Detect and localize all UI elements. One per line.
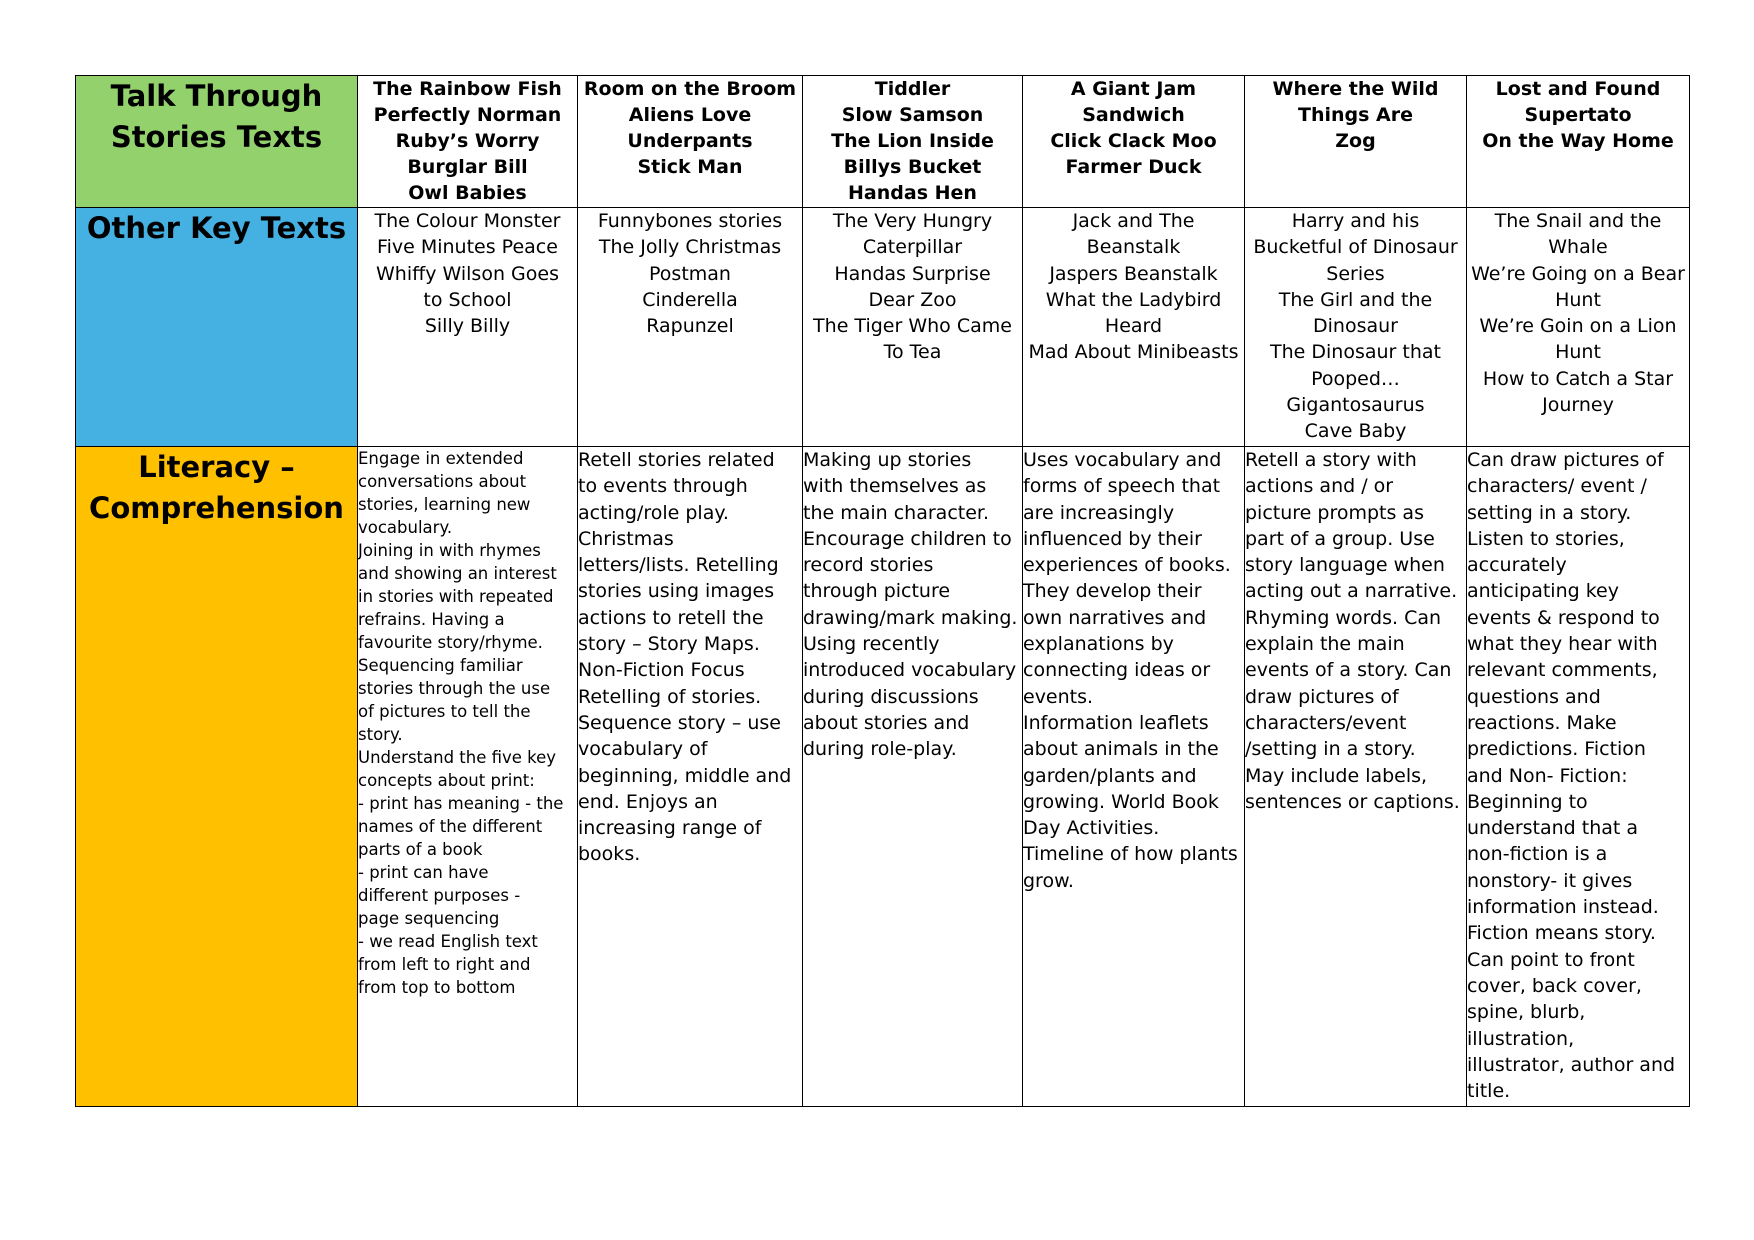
literacy-text-line: connecting ideas or [1023, 659, 1211, 682]
key-texts-cell [578, 208, 803, 447]
literacy-cell [1245, 447, 1467, 1107]
literacy-text-line: Joining in with rhymes [358, 541, 541, 560]
talk-text-line: Things Are [1297, 104, 1413, 126]
literacy-text-line: They develop their [1023, 580, 1202, 603]
literacy-text-line: non-fiction is a [1467, 843, 1608, 866]
literacy-text-line: reactions. Make [1467, 711, 1617, 734]
literacy-text-line: different purposes - [358, 886, 521, 905]
literacy-text-line: Can point to front [1467, 948, 1635, 971]
other-text-line: Whale [1548, 236, 1608, 259]
literacy-text-line: actions to retell the [578, 606, 764, 629]
literacy-text-line: events. [1023, 685, 1094, 708]
literacy-text-line: what they hear with [1467, 633, 1658, 656]
talk-text-line: Aliens Love [628, 104, 752, 126]
literacy-text-line: from top to bottom [358, 978, 516, 997]
literacy-text-line: to events through [578, 475, 748, 498]
literacy-text-line: about animals in the [1023, 738, 1219, 761]
literacy-text-line: part of a group. Use [1245, 527, 1435, 550]
talk-text-line: The Lion Inside [831, 130, 994, 152]
literacy-text-line: about stories and [803, 711, 970, 734]
literacy-text-line: May include labels, [1245, 764, 1428, 787]
literacy-text-line: influenced by their [1023, 527, 1202, 550]
literacy-text-line: illustrator, author and [1467, 1053, 1676, 1076]
talk-text-line: Supertato [1524, 104, 1632, 126]
literacy-text-line: Retell stories related [578, 449, 775, 471]
key-texts-cell [803, 208, 1023, 447]
literacy-text-line: Engage in extended [358, 449, 524, 468]
literacy-text-line: beginning, middle and [578, 764, 792, 787]
literacy-text-line: predictions. Fiction [1467, 738, 1646, 761]
talk-text-line: Tiddler [874, 78, 951, 100]
literacy-text-line: grow. [1023, 869, 1074, 892]
literacy-text-line: illustration, [1467, 1027, 1575, 1050]
literacy-text-line: during discussions [803, 685, 979, 708]
literacy-text-line: and showing an interest [358, 564, 557, 583]
literacy-text-line: refrains. Having a [358, 610, 505, 629]
literacy-text-line: record stories [803, 554, 934, 577]
literacy-text-line: picture prompts as [1245, 501, 1424, 524]
talk-through-stories-header [76, 76, 358, 208]
literacy-text-line: questions and [1467, 685, 1601, 708]
literacy-text-line: Timeline of how plants [1023, 843, 1238, 866]
literacy-text-line: Making up stories [803, 449, 972, 471]
other-text-line: We’re Goin on a Lion [1479, 315, 1677, 338]
other-header-line-1: Other Key Texts [86, 211, 347, 245]
other-text-line: Caterpillar [862, 236, 963, 259]
other-text-line: The Jolly Christmas [598, 236, 782, 259]
key-texts-cell [1245, 208, 1467, 447]
talk-text-line: Where the Wild [1272, 78, 1439, 100]
literacy-text-line: story language when [1245, 554, 1445, 577]
talk-cell [358, 76, 578, 208]
literacy-comprehension-row [76, 447, 1690, 1107]
literacy-text-line: anticipating key [1467, 580, 1619, 603]
literacy-text-line: introduced vocabulary [803, 659, 1017, 682]
other-text-line: Mad About Minibeasts [1028, 341, 1239, 364]
talk-text-line: Lost and Found [1495, 78, 1661, 100]
literacy-text-line: Listen to stories, [1467, 527, 1625, 550]
talk-through-stories-row [76, 76, 1690, 208]
other-text-line: Postman [649, 262, 731, 285]
other-text-line: Journey [1542, 394, 1614, 417]
literacy-text-line: explain the main [1245, 633, 1405, 656]
talk-cell [1467, 76, 1690, 208]
other-text-line: What the Ladybird [1045, 288, 1222, 311]
other-text-line: The Colour Monster [374, 210, 561, 232]
literacy-text-line: characters/event [1245, 711, 1407, 734]
talk-text-line: Underpants [627, 130, 753, 152]
literacy-text-line: understand that a [1467, 817, 1639, 840]
talk-text-line: Handas Hen [848, 182, 977, 204]
literacy-text-line: page sequencing [358, 909, 500, 928]
literacy-text-line: sentences or captions. [1245, 790, 1460, 813]
other-text-line: Cinderella [642, 288, 738, 311]
literacy-header-line-1: Literacy – [138, 450, 295, 484]
other-text-line: We’re Going on a Bear [1471, 262, 1685, 285]
literacy-text-line: in stories with repeated [358, 587, 554, 606]
other-text-line: Pooped… [1311, 367, 1400, 390]
other-text-line: Dinosaur [1313, 315, 1398, 338]
talk-text-line: Zog [1335, 130, 1376, 152]
literacy-text-line: vocabulary of [578, 738, 708, 761]
literacy-text-line: parts of a book [358, 840, 483, 859]
literacy-cell [358, 447, 578, 1107]
literacy-text-line: the main character. [803, 501, 990, 524]
talk-text-line: Burglar Bill [407, 156, 528, 178]
other-text-line: How to Catch a Star [1482, 367, 1674, 390]
key-texts-cell [1467, 208, 1690, 447]
literacy-text-line: title. [1467, 1080, 1511, 1103]
literacy-text-line: forms of speech that [1023, 475, 1221, 498]
other-text-line: Gigantosaurus [1286, 394, 1425, 417]
literacy-text-line: cover, back cover, [1467, 974, 1642, 997]
talk-text-line: Stick Man [637, 156, 743, 178]
other-text-line: to School [423, 288, 512, 311]
talk-text-line: Room on the Broom [583, 78, 797, 100]
other-text-line: Beanstalk [1086, 236, 1181, 259]
literacy-text-line: acting out a narrative. [1245, 580, 1458, 603]
talk-cell [1245, 76, 1467, 208]
other-text-line: The Very Hungry [832, 210, 993, 232]
key-texts-cell [358, 208, 578, 447]
other-text-line: To Tea [883, 341, 942, 364]
literacy-text-line: setting in a story. [1467, 501, 1632, 524]
other-text-line: Handas Surprise [834, 262, 991, 285]
literacy-cell [1467, 447, 1690, 1107]
talk-text-line: Billys Bucket [843, 156, 982, 178]
talk-text-line: Ruby’s Worry [395, 130, 540, 152]
literacy-text-line: /setting in a story. [1245, 738, 1416, 761]
other-text-line: Heard [1104, 315, 1163, 338]
literacy-text-line: from left to right and [358, 955, 531, 974]
literacy-text-line: with themselves as [803, 475, 987, 498]
other-text-line: Hunt [1555, 288, 1601, 311]
literacy-text-line: Uses vocabulary and [1023, 449, 1222, 471]
literacy-text-line: story – Story Maps. [578, 633, 760, 656]
literacy-text-line: during role-play. [803, 738, 957, 761]
literacy-text-line: end. Enjoys an [578, 790, 718, 813]
literacy-text-line: Sequencing familiar [358, 656, 523, 675]
other-text-line: Whiffy Wilson Goes [376, 262, 559, 285]
literacy-text-line: relevant comments, [1467, 659, 1658, 682]
literacy-text-line: Can draw pictures of [1467, 449, 1664, 471]
literacy-text-line: Rhyming words. Can [1245, 606, 1442, 629]
other-key-texts-header [76, 208, 358, 447]
literacy-text-line: concepts about print: [358, 771, 535, 790]
talk-text-line: Sandwich [1082, 104, 1185, 126]
curriculum-table [75, 75, 1690, 1107]
literacy-text-line: accurately [1467, 554, 1567, 577]
literacy-text-line: stories, learning new [358, 495, 531, 514]
literacy-text-line: information instead. [1467, 896, 1659, 919]
literacy-text-line: nonstory- it gives [1467, 869, 1633, 892]
other-text-line: Five Minutes Peace [377, 236, 558, 259]
literacy-text-line: experiences of books. [1023, 554, 1231, 577]
literacy-text-line: are increasingly [1023, 501, 1175, 524]
other-text-line: The Dinosaur that [1270, 341, 1441, 364]
literacy-text-line: - print can have [358, 863, 489, 882]
talk-text-line: A Giant Jam [1070, 78, 1197, 100]
literacy-text-line: books. [578, 843, 641, 866]
other-text-line: The Tiger Who Came [813, 315, 1012, 338]
literacy-text-line: conversations about [358, 472, 527, 491]
other-text-line: Funnybones stories [597, 210, 783, 232]
talk-text-line: Perfectly Norman [373, 104, 562, 126]
literacy-text-line: - print has meaning - the [358, 794, 564, 813]
talk-header-line-2: Stories Texts [110, 120, 323, 154]
literacy-text-line: draw pictures of [1245, 685, 1399, 708]
literacy-cell [578, 447, 803, 1107]
other-text-line: Jack and The [1072, 210, 1195, 232]
literacy-text-line: vocabulary. [358, 518, 453, 537]
talk-text-line: Slow Samson [841, 104, 984, 126]
literacy-header-line-2: Comprehension [89, 491, 344, 525]
literacy-text-line: drawing/mark making. [803, 606, 1018, 629]
talk-text-line: Click Clack Moo [1050, 130, 1217, 152]
other-text-line: The Snail and the [1494, 210, 1662, 232]
literacy-text-line: Retelling of stories. [578, 685, 762, 708]
literacy-text-line: spine, blurb, [1467, 1001, 1586, 1024]
literacy-text-line: garden/plants and [1023, 764, 1197, 787]
talk-cell [578, 76, 803, 208]
literacy-text-line: story. [358, 725, 403, 744]
other-text-line: Harry and his [1291, 210, 1420, 232]
literacy-text-line: names of the different [358, 817, 543, 836]
literacy-text-line: Retell a story with [1245, 449, 1417, 471]
talk-cell [1023, 76, 1245, 208]
literacy-text-line: Christmas [578, 527, 674, 550]
literacy-text-line: Sequence story – use [578, 711, 781, 734]
literacy-text-line: acting/role play. [578, 501, 729, 524]
talk-cell [803, 76, 1023, 208]
literacy-text-line: explanations by [1023, 633, 1174, 656]
literacy-comprehension-header [76, 447, 358, 1107]
other-text-line: Jaspers Beanstalk [1049, 262, 1218, 285]
other-key-texts-row [76, 208, 1690, 447]
talk-text-line: On the Way Home [1482, 130, 1674, 152]
literacy-text-line: stories using images [578, 580, 775, 603]
literacy-text-line: Encourage children to [803, 527, 1012, 550]
other-text-line: Bucketful of Dinosaur [1253, 236, 1458, 259]
literacy-text-line: Beginning to [1467, 790, 1588, 813]
other-text-line: Hunt [1555, 341, 1601, 364]
literacy-text-line: letters/lists. Retelling [578, 554, 779, 577]
literacy-text-line: Understand the five key [358, 748, 557, 767]
literacy-text-line: and Non- Fiction: [1467, 764, 1628, 787]
other-text-line: Series [1326, 262, 1385, 285]
other-text-line: Rapunzel [646, 315, 734, 338]
talk-text-line: The Rainbow Fish [373, 78, 562, 100]
literacy-text-line: increasing range of [578, 817, 762, 840]
literacy-text-line: - we read English text [358, 932, 538, 951]
talk-text-line: Owl Babies [408, 182, 527, 204]
literacy-text-line: through picture [803, 580, 951, 603]
literacy-text-line: growing. World Book [1023, 790, 1219, 813]
literacy-text-line: stories through the use [358, 679, 551, 698]
other-text-line: Silly Billy [424, 315, 511, 338]
literacy-text-line: Non-Fiction Focus [578, 659, 745, 682]
literacy-text-line: Information leaflets [1023, 711, 1209, 734]
talk-header-line-1: Talk Through [110, 79, 323, 113]
talk-text-line: Farmer Duck [1065, 156, 1202, 178]
literacy-text-line: Fiction means story. [1467, 922, 1656, 945]
other-text-line: Cave Baby [1304, 420, 1407, 443]
literacy-text-line: Day Activities. [1023, 817, 1160, 840]
literacy-text-line: actions and / or [1245, 475, 1394, 498]
literacy-cell [803, 447, 1023, 1107]
literacy-cell [1023, 447, 1245, 1107]
literacy-text-line: characters/ event / [1467, 475, 1647, 498]
other-text-line: The Girl and the [1278, 288, 1433, 311]
literacy-text-line: Using recently [803, 633, 940, 656]
literacy-text-line: events of a story. Can [1245, 659, 1452, 682]
literacy-text-line: events & respond to [1467, 606, 1660, 629]
literacy-text-line: own narratives and [1023, 606, 1207, 629]
key-texts-cell [1023, 208, 1245, 447]
literacy-text-line: of pictures to tell the [358, 702, 531, 721]
literacy-text-line: favourite story/rhyme. [358, 633, 543, 652]
other-text-line: Dear Zoo [868, 288, 957, 311]
